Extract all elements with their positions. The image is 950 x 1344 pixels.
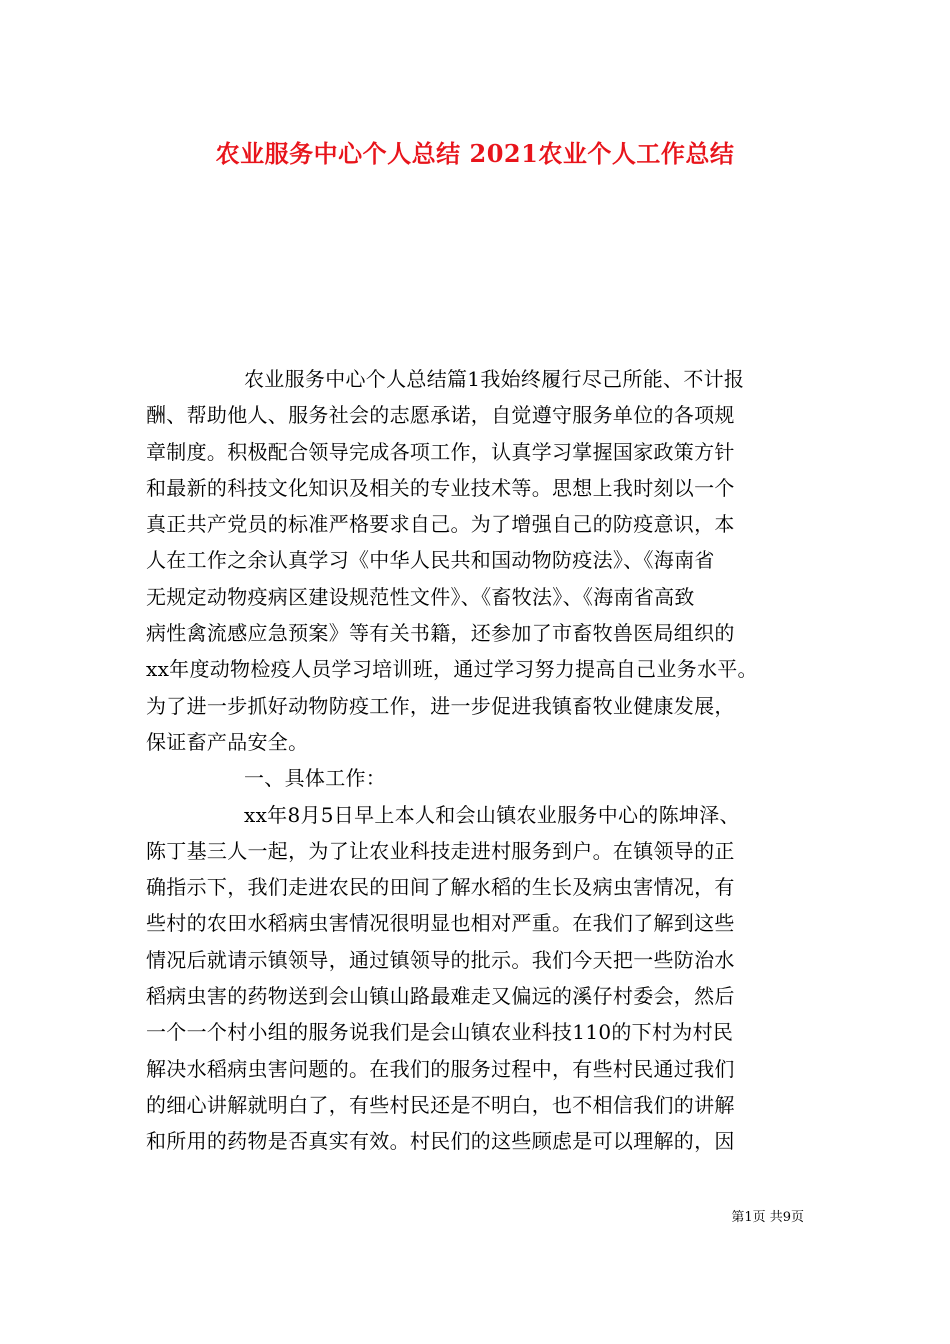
body-line: 和最新的科技文化知识及相关的专业技术等。思想上我时刻以一个 <box>146 475 735 500</box>
body-line: 人在工作之余认真学习《中华人民共和国动物防疫法》、《海南省 <box>146 548 715 573</box>
document-body <box>146 361 826 1160</box>
body-line: 保证畜产品安全。 <box>146 729 309 754</box>
body-line: 病性禽流感应急预案》等有关书籍，还参加了市畜牧兽医局组织的 <box>146 621 735 646</box>
body-line: 些村的农田水稻病虫害情况很明显也相对严重。在我们了解到这些 <box>146 911 735 936</box>
page-footer: 第1页 共9页 <box>731 1210 804 1225</box>
body-line: xx年8月5日早上本人和会山镇农业服务中心的陈坤泽、 <box>244 802 740 827</box>
body-line: 章制度。积极配合领导完成各项工作，认真学习掌握国家政策方针 <box>146 439 735 464</box>
body-line: 真正共产党员的标准严格要求自己。为了增强自己的防疫意识，本 <box>146 512 735 537</box>
body-line: 为了进一步抓好动物防疫工作，进一步促进我镇畜牧业健康发展， <box>146 693 735 718</box>
body-line: 确指示下，我们走进农民的田间了解水稻的生长及病虫害情况，有 <box>146 875 735 900</box>
body-line: 酬、帮助他人、服务社会的志愿承诺，自觉遵守服务单位的各项规 <box>146 403 735 428</box>
body-line: 和所用的药物是否真实有效。村民们的这些顾虑是可以理解的，因 <box>146 1129 735 1154</box>
body-line: 稻病虫害的药物送到会山镇山路最难走又偏远的溪仔村委会，然后 <box>146 984 735 1009</box>
body-line: 的细心讲解就明白了，有些村民还是不明白，也不相信我们的讲解 <box>146 1092 735 1117</box>
body-line: 一、具体工作： <box>244 766 387 791</box>
body-line: 农业服务中心个人总结篇1我始终履行尽己所能、不计报 <box>244 367 745 391</box>
body-line: 无规定动物疫病区建设规范性文件》、《畜牧法》、《海南省高致 <box>146 584 695 609</box>
body-line: 情况后就请示镇领导，通过镇领导的批示。我们今天把一些防治水 <box>146 947 735 972</box>
body-line: xx年度动物检疫人员学习培训班，通过学习努力提高自己业务水平。 <box>146 657 758 682</box>
body-line: 陈丁基三人一起，为了让农业科技走进村服务到户。在镇领导的正 <box>146 838 735 863</box>
document-title: 农业服务中心个人总结 2021农业个人工作总结 <box>215 139 735 168</box>
body-line: 解决水稻病虫害问题的。在我们的服务过程中，有些村民通过我们 <box>146 1056 735 1081</box>
body-line: 一个一个村小组的服务说我们是会山镇农业科技110的下村为村民 <box>146 1020 734 1045</box>
